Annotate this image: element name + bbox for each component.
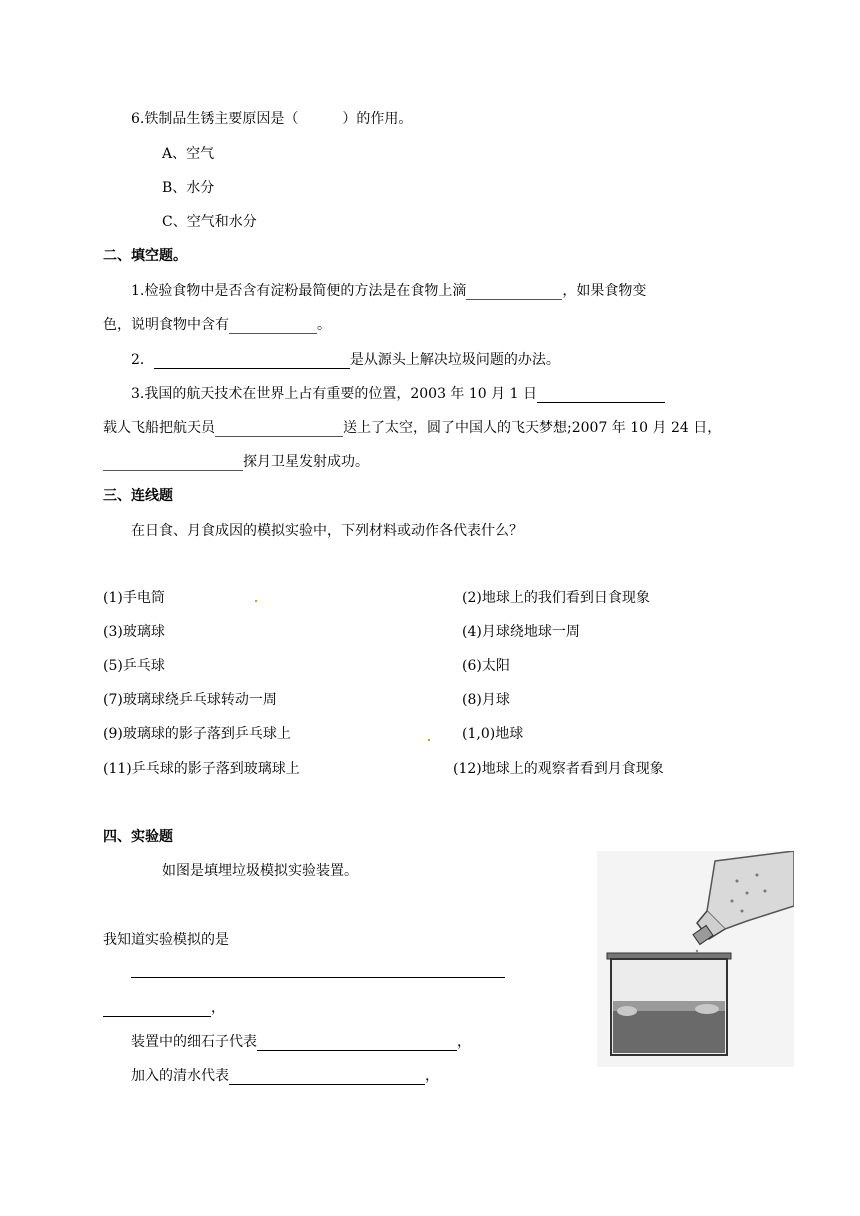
stones-label: 装置中的细石子代表: [131, 1034, 257, 1050]
fill-q3-line1: [131, 385, 665, 403]
landfill-apparatus-illustration: [597, 851, 794, 1067]
water-comma: ，: [425, 1068, 439, 1084]
section3-intro: 在日食、月食成因的模拟实验中，下列材料或动作各代表什么？: [131, 523, 523, 539]
section4-heading: 四、实验题: [103, 829, 173, 845]
match-left-item[interactable]: (3)玻璃球: [103, 624, 165, 640]
match-right-item[interactable]: (12)地球上的观察者看到月食现象: [453, 761, 664, 777]
fill-q3-line3: [103, 453, 369, 471]
match-left-item[interactable]: (9)玻璃球的影子落到乒乓球上: [103, 726, 291, 742]
water-line: [131, 1067, 439, 1085]
water-label: 加入的清水代表: [131, 1068, 229, 1084]
match-left-item[interactable]: (1)手电筒: [103, 590, 165, 606]
match-right-item[interactable]: (1,0)地球: [462, 726, 524, 742]
fill-q1-text-c: 色，说明食物中含有: [103, 317, 229, 333]
match-left-item[interactable]: (7)玻璃球绕乒乓球转动一周: [103, 692, 277, 708]
glass-tank: [607, 953, 731, 1055]
fill-q1-text-b: ，如果食物变: [562, 283, 647, 299]
section4-know-label: 我知道实验模拟的是: [103, 932, 229, 948]
stones-blank[interactable]: [257, 1035, 457, 1051]
section3-heading: 三、连线题: [103, 488, 173, 504]
scan-speck: [428, 739, 430, 741]
experiment-answer-line2: [103, 999, 225, 1017]
fill-q3-blank2[interactable]: [215, 421, 343, 437]
match-right-item[interactable]: (2)地球上的我们看到日食现象: [462, 590, 650, 606]
fill-q1-blank2[interactable]: [229, 318, 317, 334]
fill-q2-blank[interactable]: [154, 353, 350, 369]
fill-q3-text-b: 载人飞船把航天员: [103, 420, 215, 436]
q6-stem-pre: 6.铁制品生锈主要原因是（: [131, 111, 299, 127]
experiment-comma: ，: [211, 1000, 225, 1016]
fill-q3-blank3[interactable]: [103, 455, 243, 471]
fill-q3-text-a: 3.我国的航天技术在世界上占有重要的位置，2003 年 10 月 1 日: [131, 386, 537, 402]
q6-option-b: B、水分: [162, 180, 215, 196]
q6-option-c: C、空气和水分: [162, 214, 257, 230]
landfill-apparatus-photo: [597, 851, 794, 1067]
scan-speck: [255, 600, 257, 602]
fill-q2-number: 2．: [131, 352, 154, 368]
fill-q3-text-c: 送上了太空，圆了中国人的飞天梦想;2007 年 10 月 24 日，: [343, 420, 722, 436]
fill-q2-text: 是从源头上解决垃圾问题的办法。: [349, 352, 560, 368]
fill-q3-text-d: 探月卫星发射成功。: [243, 454, 369, 470]
fill-q1-text-a: 1.检验食物中是否含有淀粉最简便的方法是在食物上滴: [131, 283, 467, 299]
match-right-item[interactable]: (6)太阳: [462, 658, 510, 674]
stones-comma: ，: [457, 1034, 471, 1050]
section4-intro: 如图是填埋垃圾模拟实验装置。: [162, 863, 358, 879]
match-right-item[interactable]: (8)月球: [462, 692, 510, 708]
fill-q1-blank1[interactable]: [466, 284, 562, 300]
section2-heading: 二、填空题。: [103, 248, 187, 264]
fill-q3-blank1[interactable]: [537, 387, 665, 403]
fill-q3-line2: [103, 419, 721, 437]
fill-q1-text-d: 。: [317, 317, 331, 333]
match-right-item[interactable]: (4)月球绕地球一周: [462, 624, 580, 640]
experiment-answer-blank[interactable]: [103, 1001, 211, 1017]
fill-q1-line2: [103, 316, 331, 334]
stones-line: [131, 1033, 471, 1051]
q6-stem-post: ）的作用。: [342, 111, 413, 127]
match-left-item[interactable]: (5)乒乓球: [103, 658, 165, 674]
water-blank[interactable]: [229, 1069, 425, 1085]
q6-option-a: A、空气: [162, 146, 215, 162]
match-left-item[interactable]: (11)乒乓球的影子落到玻璃球上: [103, 761, 300, 777]
fill-q2: [131, 351, 560, 369]
q6-stem: [131, 110, 412, 128]
fill-q1-line1: [131, 282, 646, 300]
experiment-answer-line[interactable]: [131, 977, 505, 978]
